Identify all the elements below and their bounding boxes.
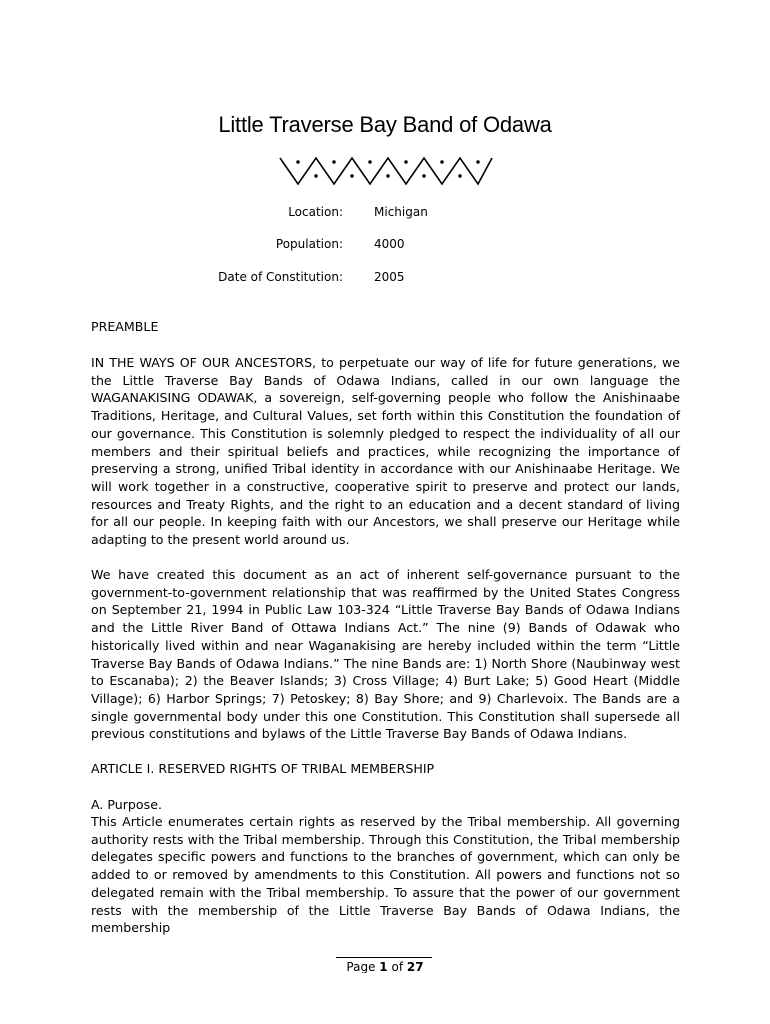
preamble-paragraph-1: IN THE WAYS OF OUR ANCESTORS, to perpetuate our way of life for future generations, we the Little Traverse Bay Bands of Odawa Indians, called in our own language the WAGANAKISING ODAWAK, a sovereign, self-governing people who follow the Anishinaabe Traditions, Heritage, and Cultural Values, set forth within this Constitution the foundation of our governance. This Constitution is solemnly pledged to respect the individuality of all our members and their spiritual beliefs and practices, while recognizing the importance of preserving a strong, unified Tribal identity in accordance with our Anishinaabe Heritage. We will work together in a constructive, cooperative spirit to preserve and protect our lands, resources and Treaty Rights, and the right to an education and a decent standard of living for all our people. In keeping faith with our Ancestors, we shall preserve our Heritage while adapting to the present world around us. (91, 355, 680, 548)
zigzag-dot-ornament-icon (276, 154, 494, 188)
footer-page-word: Page (346, 960, 376, 973)
footer-page-number: 1 (379, 960, 388, 973)
population-value: 4000 (374, 237, 405, 251)
constitution-date-label: Date of Constitution: (218, 270, 343, 284)
section-a-heading: A. Purpose. (91, 797, 162, 812)
footer-of-word: of (391, 960, 404, 973)
footer-divider (336, 957, 432, 958)
preamble-paragraph-2: We have created this document as an act of inherent self-governance pursuant to the government-to-government relationship that was reaffirmed by the United States Congress on September 21, 1994 in Public Law 103-324 “Little Traverse Bay Bands of Odawa Indians and the Little River Band of Ottawa Indians Act.” The nine (9) Bands of Odawak who historically lived within and near Waganakising are hereby included within the term “Little Traverse Bay Bands of Odawa Indians.” The nine Bands are: 1) North Shore (Naubinway west to Escanaba); 2) the Beaver Islands; 3) Cross Village; 4) Burt Lake; 5) Good Heart (Middle Village); 6) Harbor Springs; 7) Petoskey; 8) Bay Shore; and 9) Charlevoix. The Bands are a single governmental body under this one Constitution. This Constitution shall supersede all previous constitutions and bylaws of the Little Traverse Bay Bands of Odawa Indians. (91, 567, 680, 742)
constitution-date-value: 2005 (374, 270, 405, 284)
location-value: Michigan (374, 205, 428, 219)
footer-page-total: 27 (406, 960, 424, 973)
location-label: Location: (288, 205, 343, 219)
population-label: Population: (275, 237, 343, 251)
preamble-heading: PREAMBLE (91, 319, 159, 334)
document-title: Little Traverse Bay Band of Odawa (218, 112, 552, 137)
section-a-text: This Article enumerates certain rights as reserved by the Tribal membership. All governing authority rests with the Tribal membership. Through this Constitution, the Tribal membership delegates specific powers and functions to the branches of government, which can only be added to or removed by amendments to this Constitution. All powers and functions not so delegated remain with the Tribal membership. To assure that the power of our government rests with the membership of the Little Traverse Bay Bands of Odawa Indians, the membership (91, 814, 680, 936)
article-heading: ARTICLE I. RESERVED RIGHTS OF TRIBAL MEMBERSHIP (91, 761, 435, 776)
page-footer (0, 960, 770, 973)
